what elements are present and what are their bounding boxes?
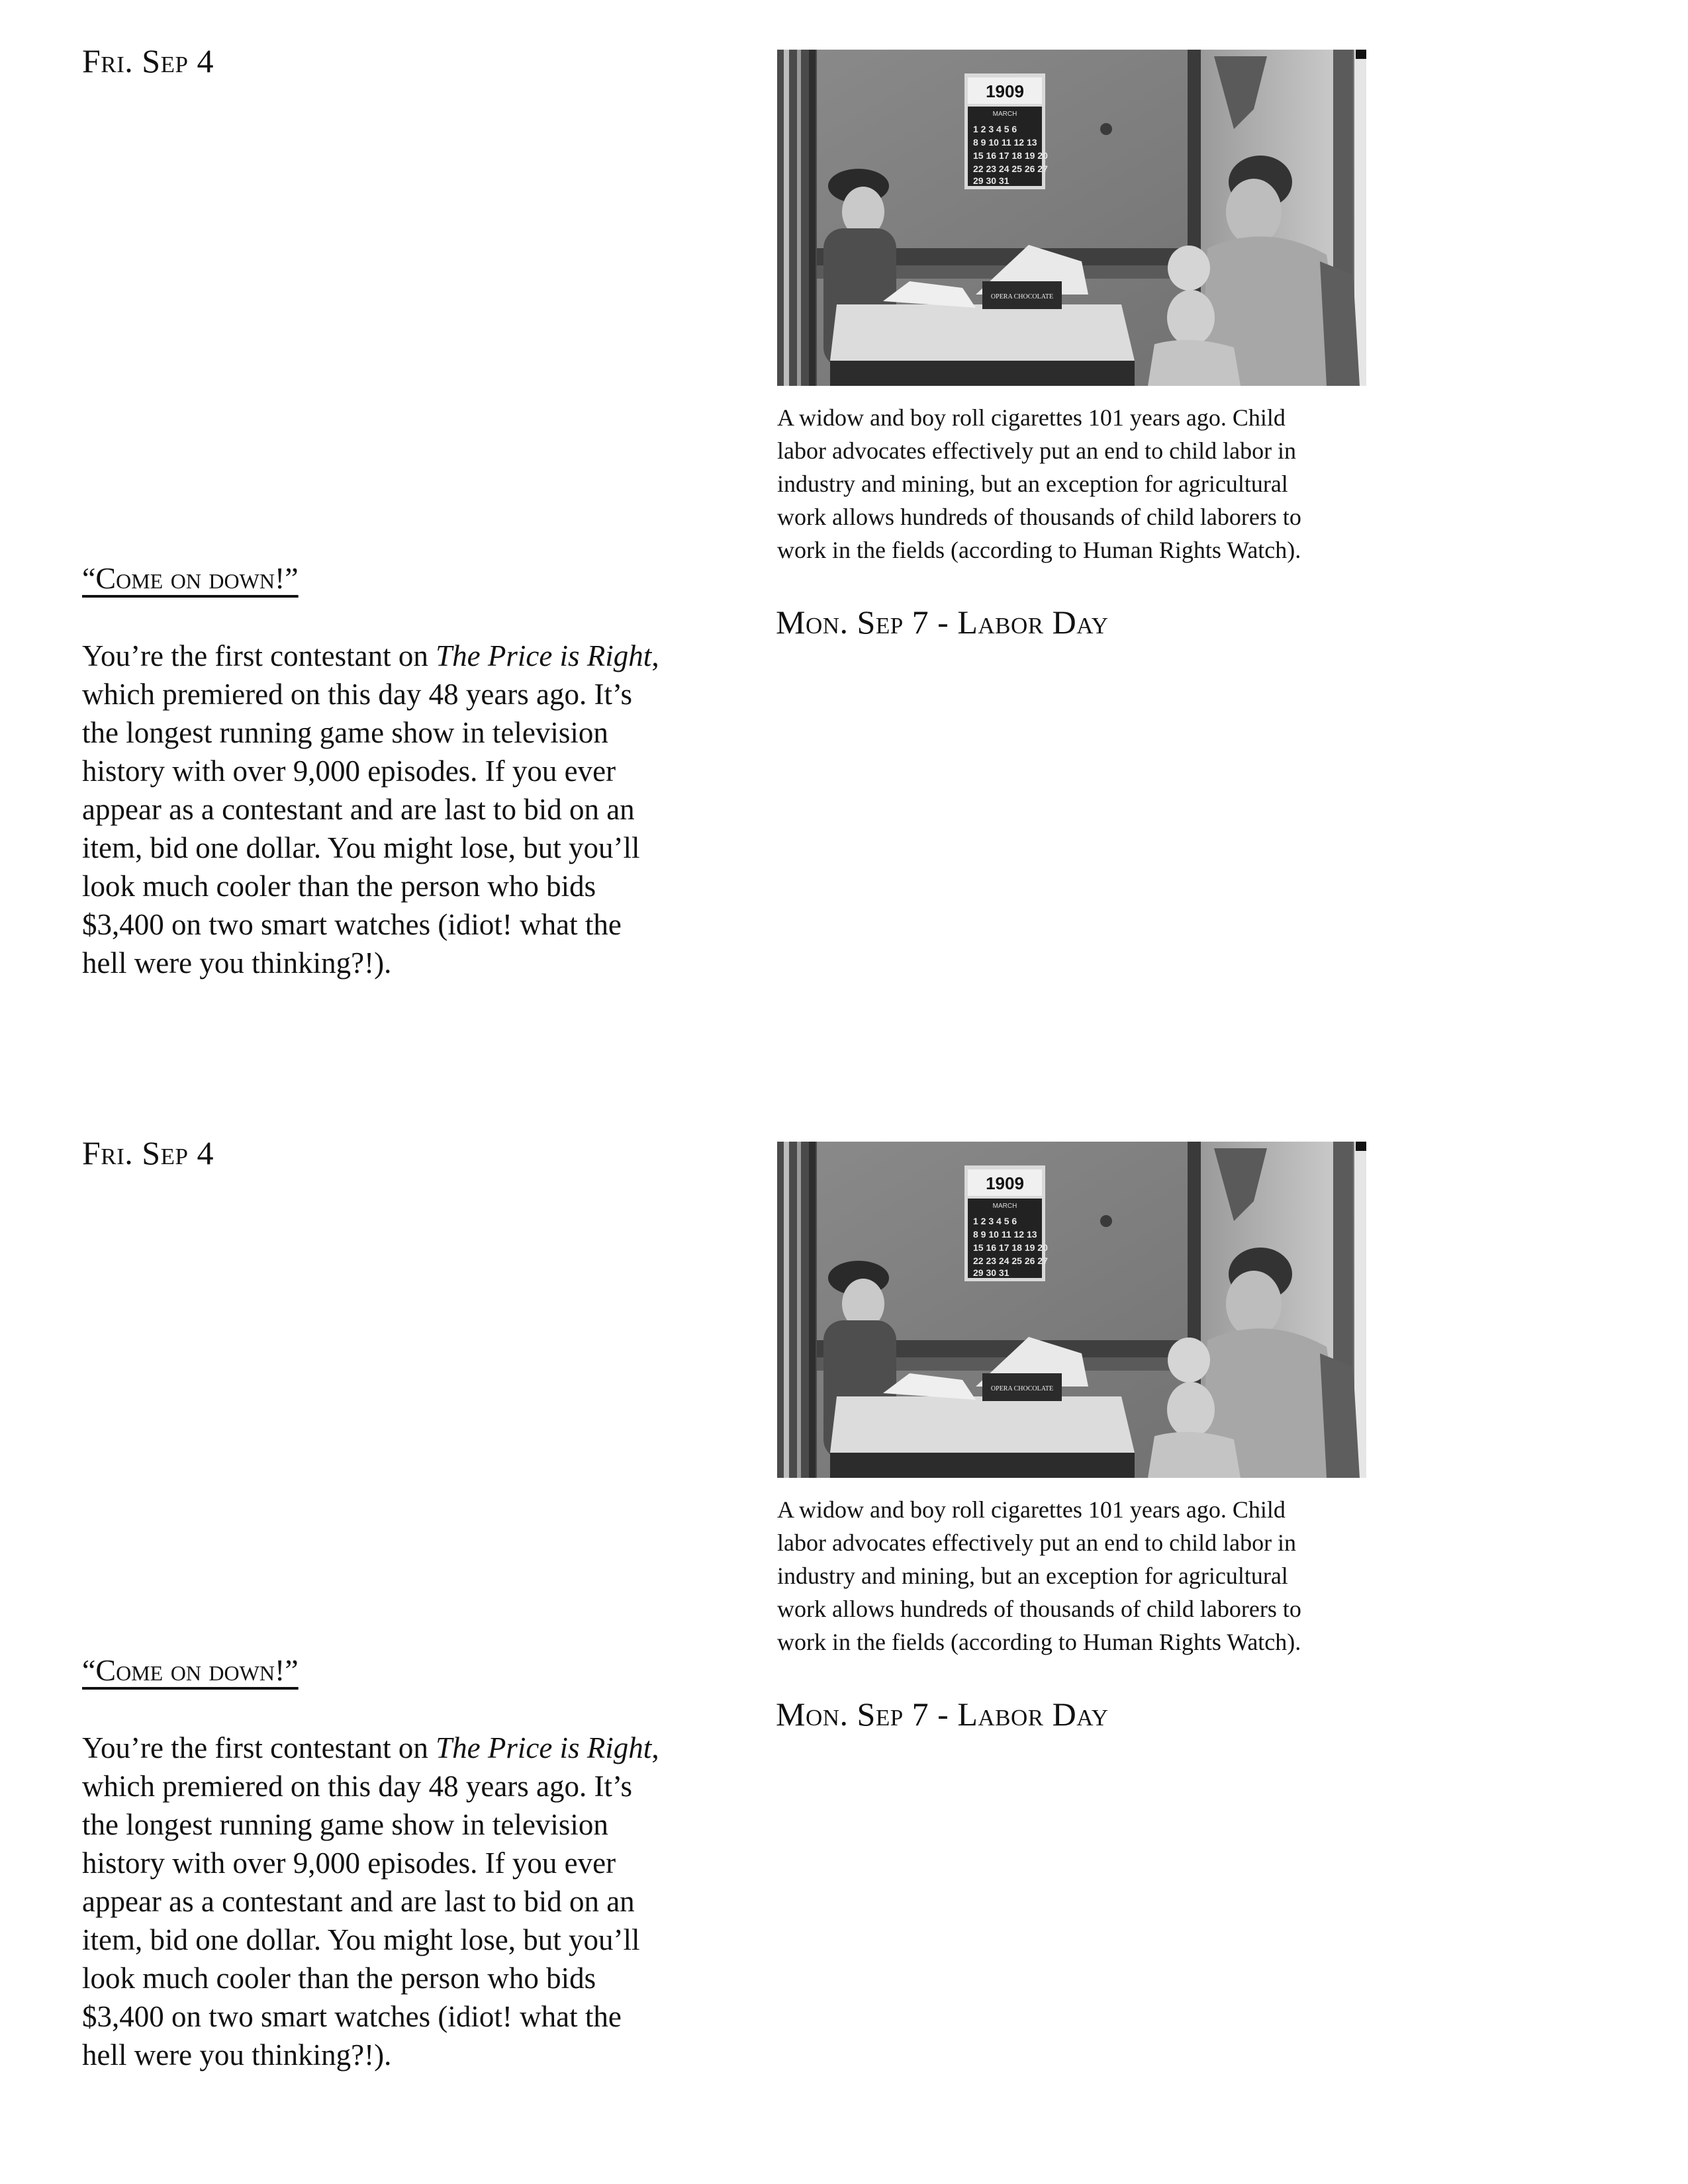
svg-text:1909: 1909 xyxy=(986,1173,1024,1193)
caption-line: work in the fields (according to Human Rights Watch). xyxy=(777,537,1301,563)
show-title: The Price is Right xyxy=(436,1731,652,1764)
body-line: which premiered on this day 48 years ago. It’s xyxy=(82,678,633,711)
body-line: the longest running game show in television xyxy=(82,716,608,749)
svg-text:8 9 10 11 12 13: 8 9 10 11 12 13 xyxy=(973,1229,1037,1240)
body-line: the longest running game show in television xyxy=(82,1808,608,1841)
body-line: item, bid one dollar. You might lose, but you’ll xyxy=(82,831,640,864)
body-text-fragment: You’re the first contestant on xyxy=(82,1731,436,1764)
calendar-entry xyxy=(0,1092,1688,2184)
caption-line: labor advocates effectively put an end to child labor in xyxy=(777,1529,1297,1556)
caption-line: A widow and boy roll cigarettes 101 years ago. Child xyxy=(777,404,1286,431)
caption-line: work in the fields (according to Human Rights Watch). xyxy=(777,1629,1301,1655)
svg-text:OPERA CHOCOLATE: OPERA CHOCOLATE xyxy=(990,1385,1054,1392)
svg-text:22 23 24 25 26 27: 22 23 24 25 26 27 xyxy=(973,163,1048,174)
svg-text:1 2 3 4 5 6: 1 2 3 4 5 6 xyxy=(973,124,1017,134)
body-line: which premiered on this day 48 years ago. It’s xyxy=(82,1770,633,1803)
photo-illustration xyxy=(777,50,1366,386)
body-text-fragment: , xyxy=(651,1731,659,1764)
photo-illustration xyxy=(777,1142,1366,1478)
body-text-fragment: , xyxy=(651,639,659,672)
date-heading-fri-sep-4: Fri. Sep 4 xyxy=(82,42,214,79)
historical-photo xyxy=(777,1142,1366,1478)
body-line xyxy=(82,637,678,675)
body-paragraph xyxy=(82,1729,678,2074)
body-line: $3,400 on two smart watches (idiot! what the xyxy=(82,2000,622,2033)
svg-text:MARCH: MARCH xyxy=(992,111,1017,118)
body-line: item, bid one dollar. You might lose, but you’ll xyxy=(82,1923,640,1956)
caption-line: work allows hundreds of thousands of child laborers to xyxy=(777,1596,1301,1622)
svg-text:15 16 17 18 19 20: 15 16 17 18 19 20 xyxy=(973,150,1048,161)
svg-text:15 16 17 18 19 20: 15 16 17 18 19 20 xyxy=(973,1242,1048,1253)
body-line: $3,400 on two smart watches (idiot! what the xyxy=(82,908,622,941)
body-text-fragment: You’re the first contestant on xyxy=(82,639,436,672)
svg-text:29 30 31: 29 30 31 xyxy=(973,175,1009,186)
body-line: appear as a contestant and are last to bid on an xyxy=(82,1885,635,1918)
svg-text:MARCH: MARCH xyxy=(992,1203,1017,1210)
caption-line: labor advocates effectively put an end to child labor in xyxy=(777,437,1297,464)
body-line: hell were you thinking?!). xyxy=(82,2038,392,2071)
svg-text:OPERA CHOCOLATE: OPERA CHOCOLATE xyxy=(990,293,1054,300)
quote-heading: “Come on down!” xyxy=(82,1653,299,1687)
svg-text:29 30 31: 29 30 31 xyxy=(973,1267,1009,1278)
caption-line: work allows hundreds of thousands of child laborers to xyxy=(777,504,1301,530)
historical-photo xyxy=(777,50,1366,386)
body-paragraph xyxy=(82,637,678,982)
body-line: look much cooler than the person who bids xyxy=(82,870,596,903)
body-line: hell were you thinking?!). xyxy=(82,946,392,979)
svg-text:1909: 1909 xyxy=(986,81,1024,101)
svg-text:8 9 10 11 12 13: 8 9 10 11 12 13 xyxy=(973,137,1037,148)
svg-text:22 23 24 25 26 27: 22 23 24 25 26 27 xyxy=(973,1255,1048,1266)
date-heading-mon-sep-7: Mon. Sep 7 - Labor Day xyxy=(776,1696,1109,1733)
quote-heading: “Come on down!” xyxy=(82,561,299,595)
body-line: history with over 9,000 episodes. If you ever xyxy=(82,754,616,788)
caption-line: industry and mining, but an exception for agricultural xyxy=(777,1563,1288,1589)
photo-caption xyxy=(777,1493,1373,1659)
photo-caption xyxy=(777,401,1373,567)
body-line xyxy=(82,1729,678,1767)
date-heading-mon-sep-7: Mon. Sep 7 - Labor Day xyxy=(776,604,1109,641)
show-title: The Price is Right xyxy=(436,639,652,672)
date-heading-fri-sep-4: Fri. Sep 4 xyxy=(82,1134,214,1171)
body-line: appear as a contestant and are last to bid on an xyxy=(82,793,635,826)
body-line: history with over 9,000 episodes. If you ever xyxy=(82,1846,616,1880)
caption-line: industry and mining, but an exception for agricultural xyxy=(777,471,1288,497)
caption-line: A widow and boy roll cigarettes 101 years ago. Child xyxy=(777,1496,1286,1523)
body-line: look much cooler than the person who bids xyxy=(82,1962,596,1995)
svg-text:1 2 3 4 5 6: 1 2 3 4 5 6 xyxy=(973,1216,1017,1226)
